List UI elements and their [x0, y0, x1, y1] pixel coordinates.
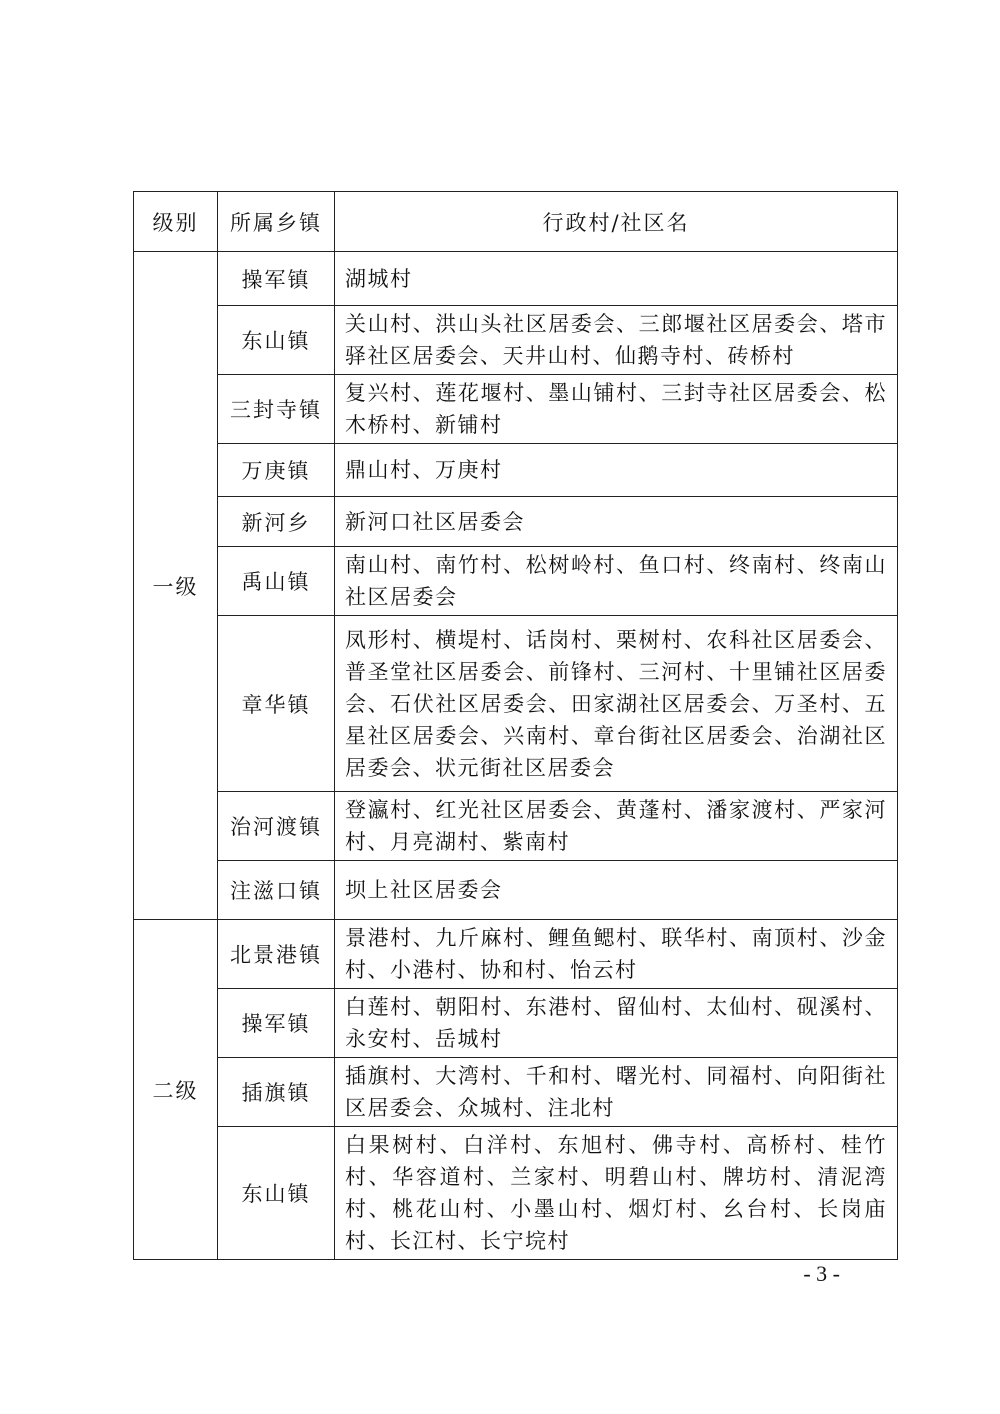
table-row	[134, 1127, 898, 1260]
town-cell: 禹山镇	[218, 547, 335, 616]
table-row	[134, 497, 898, 547]
town-cell: 治河渡镇	[218, 792, 335, 861]
villages-cell: 景港村、九斤麻村、鲤鱼鳃村、联华村、南顶村、沙金村、小港村、协和村、怡云村	[335, 920, 898, 989]
table-row	[134, 792, 898, 861]
table-row	[134, 252, 898, 306]
table-row	[134, 444, 898, 497]
villages-cell: 插旗村、大湾村、千和村、曙光村、同福村、向阳街社区居委会、众城村、注北村	[335, 1058, 898, 1127]
town-cell: 注滋口镇	[218, 861, 335, 920]
villages-cell: 南山村、南竹村、松树岭村、鱼口村、终南村、终南山社区居委会	[335, 547, 898, 616]
villages-cell: 白果树村、白洋村、东旭村、佛寺村、高桥村、桂竹村、华容道村、兰家村、明碧山村、牌坊村、清泥湾村、桃花山村、小墨山村、烟灯村、幺台村、长岗庙村、长江村、长宁垸村	[335, 1127, 898, 1260]
villages-cell: 白莲村、朝阳村、东港村、留仙村、太仙村、砚溪村、永安村、岳城村	[335, 989, 898, 1058]
town-cell: 新河乡	[218, 497, 335, 547]
table-row	[134, 989, 898, 1058]
villages-cell: 鼎山村、万庚村	[335, 444, 898, 497]
table-row	[134, 547, 898, 616]
level-cell: 二级	[134, 920, 218, 1260]
villages-cell: 新河口社区居委会	[335, 497, 898, 547]
villages-cell: 湖城村	[335, 252, 898, 306]
town-cell: 章华镇	[218, 616, 335, 792]
villages-cell: 复兴村、莲花堰村、墨山铺村、三封寺社区居委会、松木桥村、新铺村	[335, 375, 898, 444]
town-cell: 插旗镇	[218, 1058, 335, 1127]
header-row	[134, 192, 898, 252]
town-cell: 操军镇	[218, 252, 335, 306]
town-cell: 万庚镇	[218, 444, 335, 497]
page-number: - 3 -	[803, 1261, 840, 1286]
header-villages: 行政村/社区名	[335, 192, 898, 252]
villages-cell: 坝上社区居委会	[335, 861, 898, 920]
level-cell: 一级	[134, 252, 218, 920]
table-row	[134, 861, 898, 920]
town-cell: 北景港镇	[218, 920, 335, 989]
town-cell: 操军镇	[218, 989, 335, 1058]
town-cell: 东山镇	[218, 1127, 335, 1260]
table-row	[134, 306, 898, 375]
villages-cell: 关山村、洪山头社区居委会、三郎堰社区居委会、塔市驿社区居委会、天井山村、仙鹅寺村、砖桥村	[335, 306, 898, 375]
town-cell: 东山镇	[218, 306, 335, 375]
villages-cell: 凤形村、横堤村、话岗村、栗树村、农科社区居委会、普圣堂社区居委会、前锋村、三河村、十里铺社区居委会、石伏社区居委会、田家湖社区居委会、万圣村、五星社区居委会、兴南村、章台街社区居委会、治湖社区居委会、状元街社区居委会	[335, 616, 898, 792]
village-list-table	[133, 191, 898, 1260]
table-row	[134, 375, 898, 444]
header-town: 所属乡镇	[218, 192, 335, 252]
villages-cell: 登瀛村、红光社区居委会、黄蓬村、潘家渡村、严家河村、月亮湖村、紫南村	[335, 792, 898, 861]
table-row	[134, 1058, 898, 1127]
town-cell: 三封寺镇	[218, 375, 335, 444]
table-row	[134, 920, 898, 989]
table-row	[134, 616, 898, 792]
header-level: 级别	[134, 192, 218, 252]
